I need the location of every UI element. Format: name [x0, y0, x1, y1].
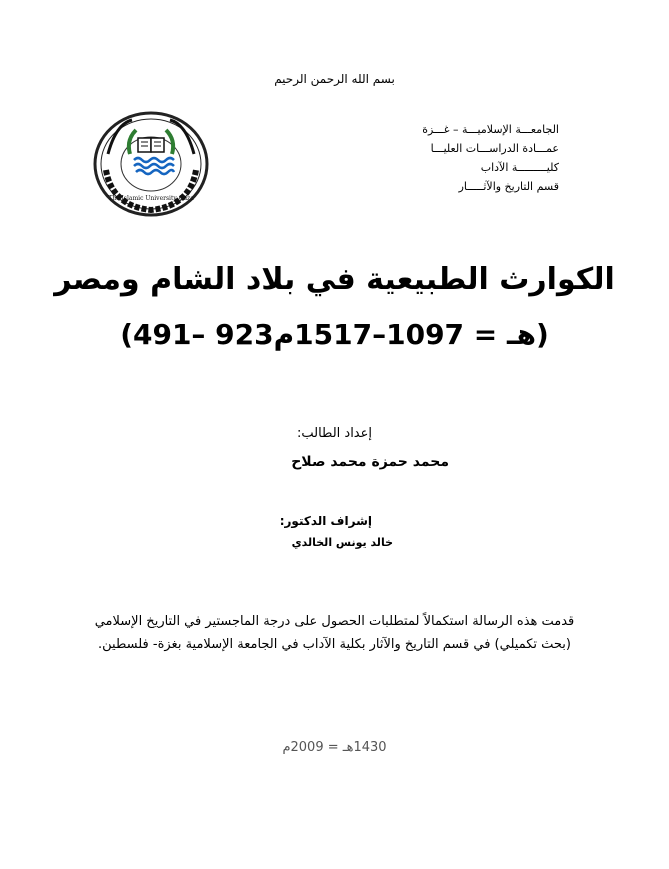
basmala: بسم الله الرحمن الرحيم [274, 72, 395, 86]
deanship-name: عمـــادة الدراســـات العليـــا [430, 142, 559, 155]
supervision-label: إشراف الدكتور: [279, 514, 372, 528]
department-name: قسم التاريخ والآثـــــار [458, 180, 559, 193]
year: 1430هـ = 2009م [282, 740, 387, 755]
faculty-name: كليـــــــــة الآداب [480, 161, 559, 174]
student-name: محمد حمزة محمد صلاح [291, 454, 449, 470]
university-name: الجامعـــة الإسلاميـــة – غـــزة [422, 123, 559, 136]
title-dates: (491– 923هـ = 1097–1517م) [120, 318, 549, 351]
prepared-by-label: إعداد الطالب: [296, 426, 372, 441]
thesis-statement [0, 610, 669, 656]
thesis-line-1: قدمت هذه الرسالة استكمالاً لمتطلبات الحصول على درجة الماجستير في التاريخ الإسلامي [94, 614, 575, 629]
university-seal-icon [92, 110, 210, 218]
seal-caption: The Islamic University Gaza [108, 195, 194, 202]
supervisor-name: خالد يونس الخالدي [291, 536, 393, 549]
institution-block [369, 120, 559, 196]
thesis-title: الكوارث الطبيعية في بلاد الشام ومصر [54, 262, 615, 297]
thesis-line-2: (بحث تكميلي) في قسم التاريخ والآثار بكلية الآداب في الجامعة الإسلامية بغزة- فلسطين. [98, 637, 571, 652]
